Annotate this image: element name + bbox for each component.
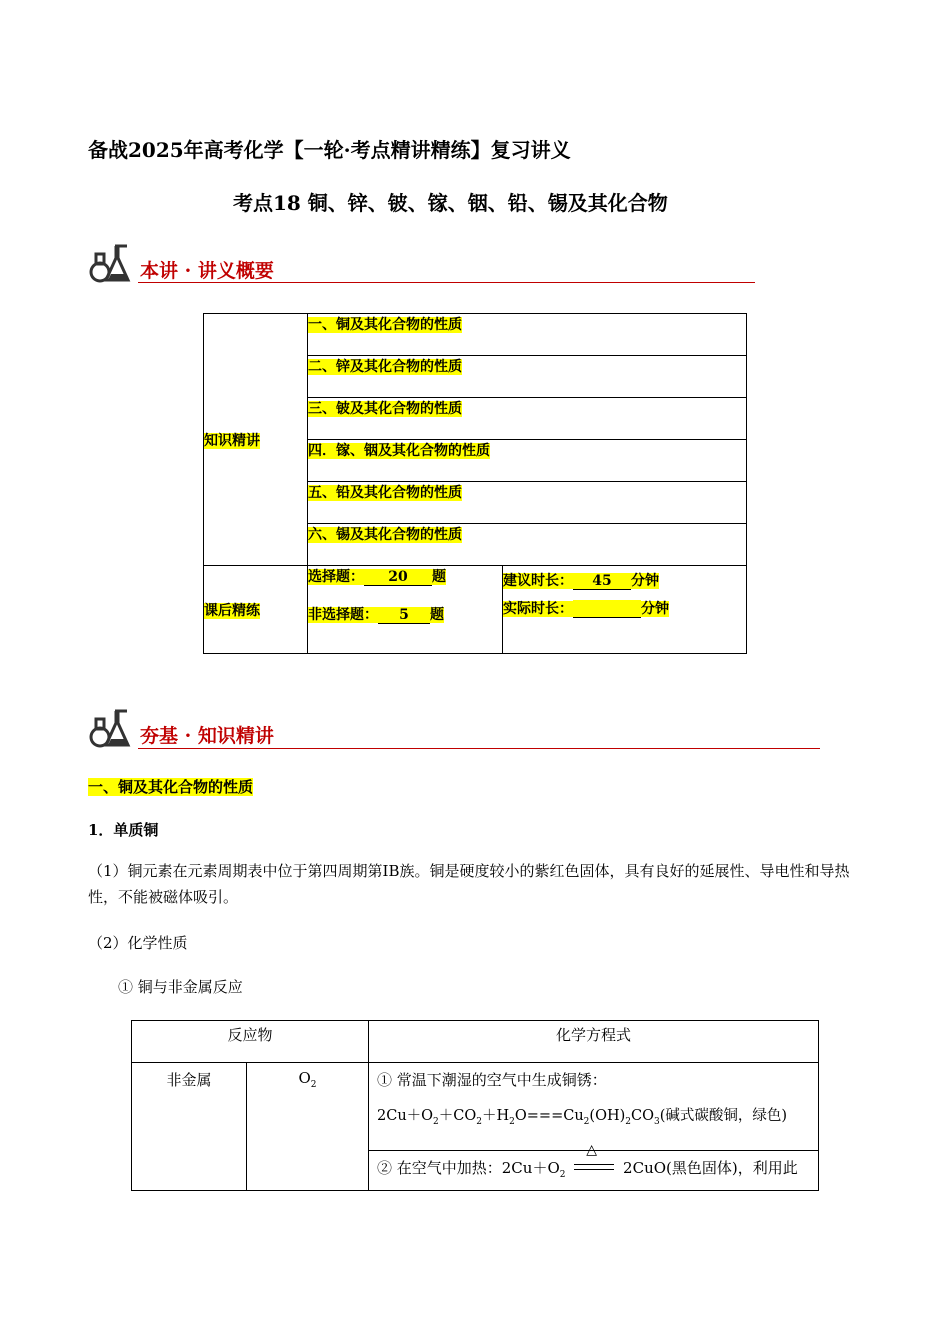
nonchoice-label: 非选择题： (308, 607, 378, 623)
overview-item: 一、铜及其化合物的性质 (308, 317, 462, 333)
overview-item: 五、铅及其化合物的性质 (308, 485, 462, 501)
overview-item: 三、铍及其化合物的性质 (308, 401, 462, 417)
equation-1-text: ① 常温下潮湿的空气中生成铜锈： (377, 1071, 607, 1089)
paragraph: （1）铜元素在元素周期表中位于第四周期第ⅠB族。铜是硬度较小的紫红色固体，具有良好的延展性、导电性和导热性，不能被磁体吸引。 (88, 862, 850, 907)
row-reagent-cell: $O_2$ (247, 1063, 369, 1191)
overview-item: 六、锡及其化合物的性质 (308, 527, 462, 543)
reaction-table (131, 1020, 819, 1191)
practice-label: 课后精练 (204, 602, 260, 619)
equation-2-suffix: 2CuO(黑色固体)，利用此 (623, 1159, 798, 1177)
choice-label: 选择题： (308, 569, 364, 585)
suggested-time-value: 45 (573, 573, 631, 590)
paragraph: ① 铜与非金属反应 (118, 978, 243, 996)
overview-item: 二、锌及其化合物的性质 (308, 359, 462, 375)
document-title: 备战2025年高考化学【一轮·考点精讲精练】复习讲义 (88, 138, 571, 162)
topic-title: 考点18 铜、锌、铍、镓、铟、铅、锡及其化合物 (233, 191, 668, 215)
overview-table (203, 313, 747, 654)
section-knowledge-heading: 夯基 · 知识精讲 (140, 725, 274, 747)
equation-2-prefix: ② 在空气中加热：$2Cu+O_2$ (377, 1159, 566, 1180)
question-unit: 题 (432, 569, 446, 585)
heating-condition-sign (574, 1142, 614, 1176)
subsection-title: 1．单质铜 (88, 821, 159, 839)
subsection-heading: 一、铜及其化合物的性质 (88, 778, 254, 796)
section-divider (138, 748, 820, 749)
overview-item: 四．镓、铟及其化合物的性质 (308, 443, 490, 459)
time-unit: 分钟 (631, 573, 659, 589)
section-overview-heading: 本讲 · 讲义概要 (140, 260, 274, 282)
nonchoice-count: 5 (378, 607, 430, 624)
knowledge-label: 知识精讲 (204, 432, 260, 449)
delta-symbol: △ (586, 1142, 598, 1158)
actual-time-value (573, 600, 641, 618)
equation-1-formula: $2Cu+O_2+CO_2+H_2O===Cu_2(OH)_2CO_3$(碱式碳酸铜，绿色) (377, 1108, 788, 1127)
flask-icon (88, 707, 136, 751)
col-reactant-header: 反应物 (132, 1021, 369, 1063)
actual-time-label: 实际时长： (503, 601, 573, 617)
flask-icon (88, 242, 136, 286)
time-unit: 分钟 (641, 601, 669, 617)
suggested-time-label: 建议时长： (503, 573, 573, 589)
paragraph: （2）化学性质 (88, 934, 188, 952)
equation-2-cell (369, 1142, 819, 1191)
choice-count: 20 (364, 569, 432, 586)
col-equation-header: 化学方程式 (369, 1021, 819, 1063)
row-group-cell: 非金属 (132, 1063, 247, 1191)
question-unit: 题 (430, 607, 444, 623)
section-divider (138, 282, 755, 283)
